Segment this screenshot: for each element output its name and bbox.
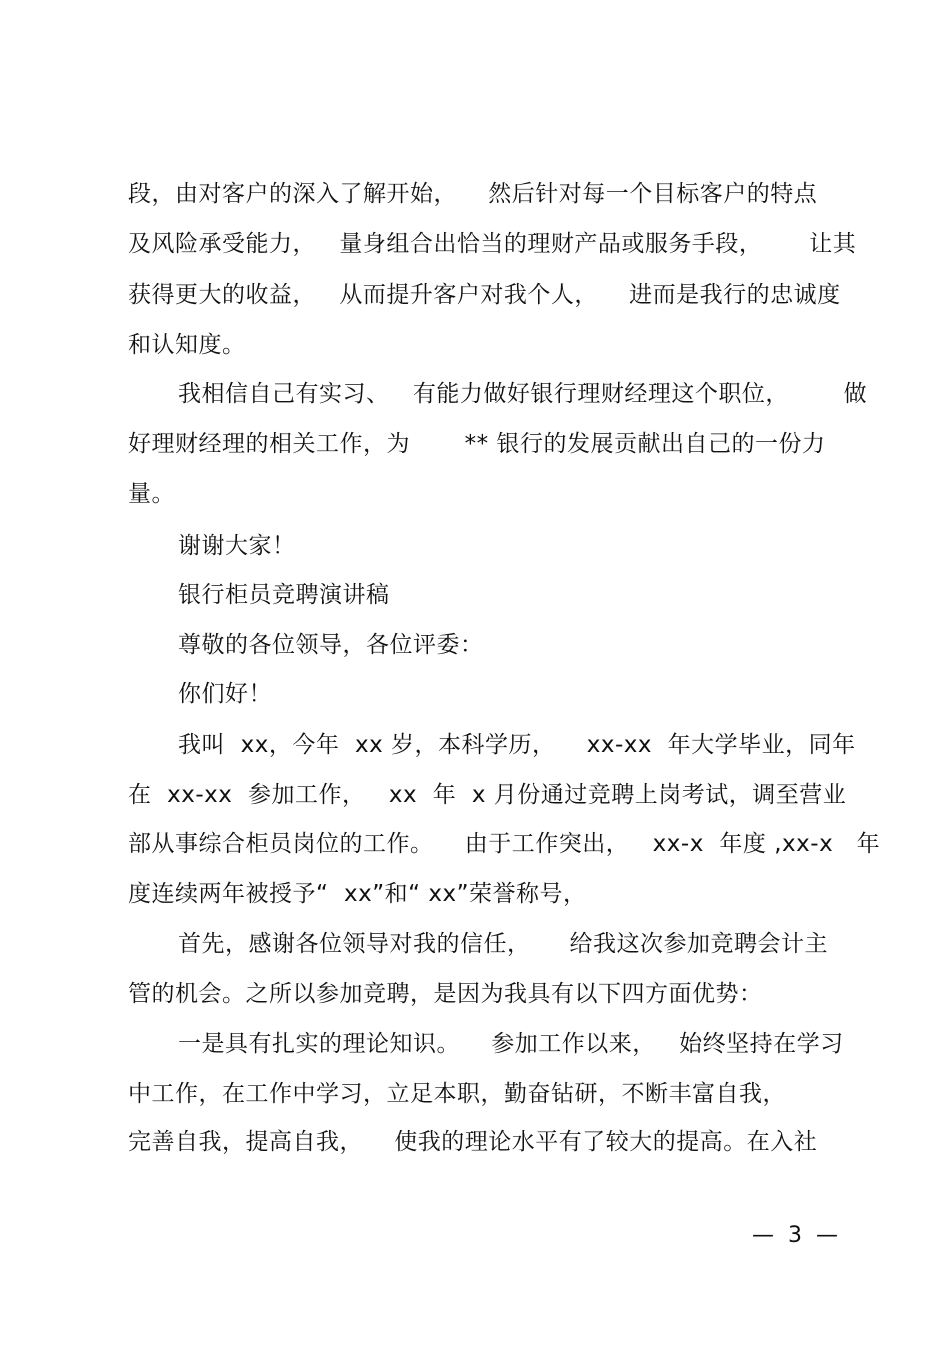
text-line: 尊敬的各位领导，各位评委： [178,632,484,658]
text-line: 我相信自己有实习、 有能力做好银行理财经理这个职位， 做 [178,381,868,407]
text-line: 在 xx-xx 参加工作， xx 年 x 月份通过竞聘上岗考试，调至营业 [128,782,847,808]
text-line: 首先，感谢各位领导对我的信任， 给我这次参加竞聘会计主 [178,931,829,957]
text-line: 及风险承受能力， 量身组合出恰当的理财产品或服务手段， 让其 [128,231,857,257]
text-line: 和认知度。 [128,332,246,358]
text-line: 你们好！ [178,681,272,707]
text-line: 度连续两年被授予“ xx”和“ xx”荣誉称号， [128,881,587,907]
text-line: 段，由对客户的深入了解开始， 然后针对每一个目标客户的特点 [128,181,818,207]
heading: 银行柜员竞聘演讲稿 [178,582,390,608]
text-line: 获得更大的收益， 从而提升客户对我个人， 进而是我行的忠诚度 [128,282,841,308]
text-line: 量。 [128,481,175,507]
text-line: 完善自我，提高自我， 使我的理论水平有了较大的提高。在入社 [128,1129,818,1155]
text-line: 我叫 xx，今年 xx 岁，本科学历， xx-xx 年大学毕业，同年 [178,732,856,758]
text-line: 好理财经理的相关工作，为 ** 银行的发展贡献出自己的一份力 [128,431,826,457]
text-line: 谢谢大家！ [178,533,296,559]
text-line: 管的机会。之所以参加竞聘，是因为我具有以下四方面优势： [128,981,763,1007]
text-line: 一是具有扎实的理论知识。 参加工作以来， 始终坚持在学习 [178,1031,844,1057]
text-line: 部从事综合柜员岗位的工作。 由于工作突出， xx-x 年度 ,xx-x 年 [128,831,881,857]
page-number: — 3 — [752,1223,838,1248]
text-line: 中工作，在工作中学习，立足本职，勤奋钻研，不断丰富自我， [128,1081,786,1107]
